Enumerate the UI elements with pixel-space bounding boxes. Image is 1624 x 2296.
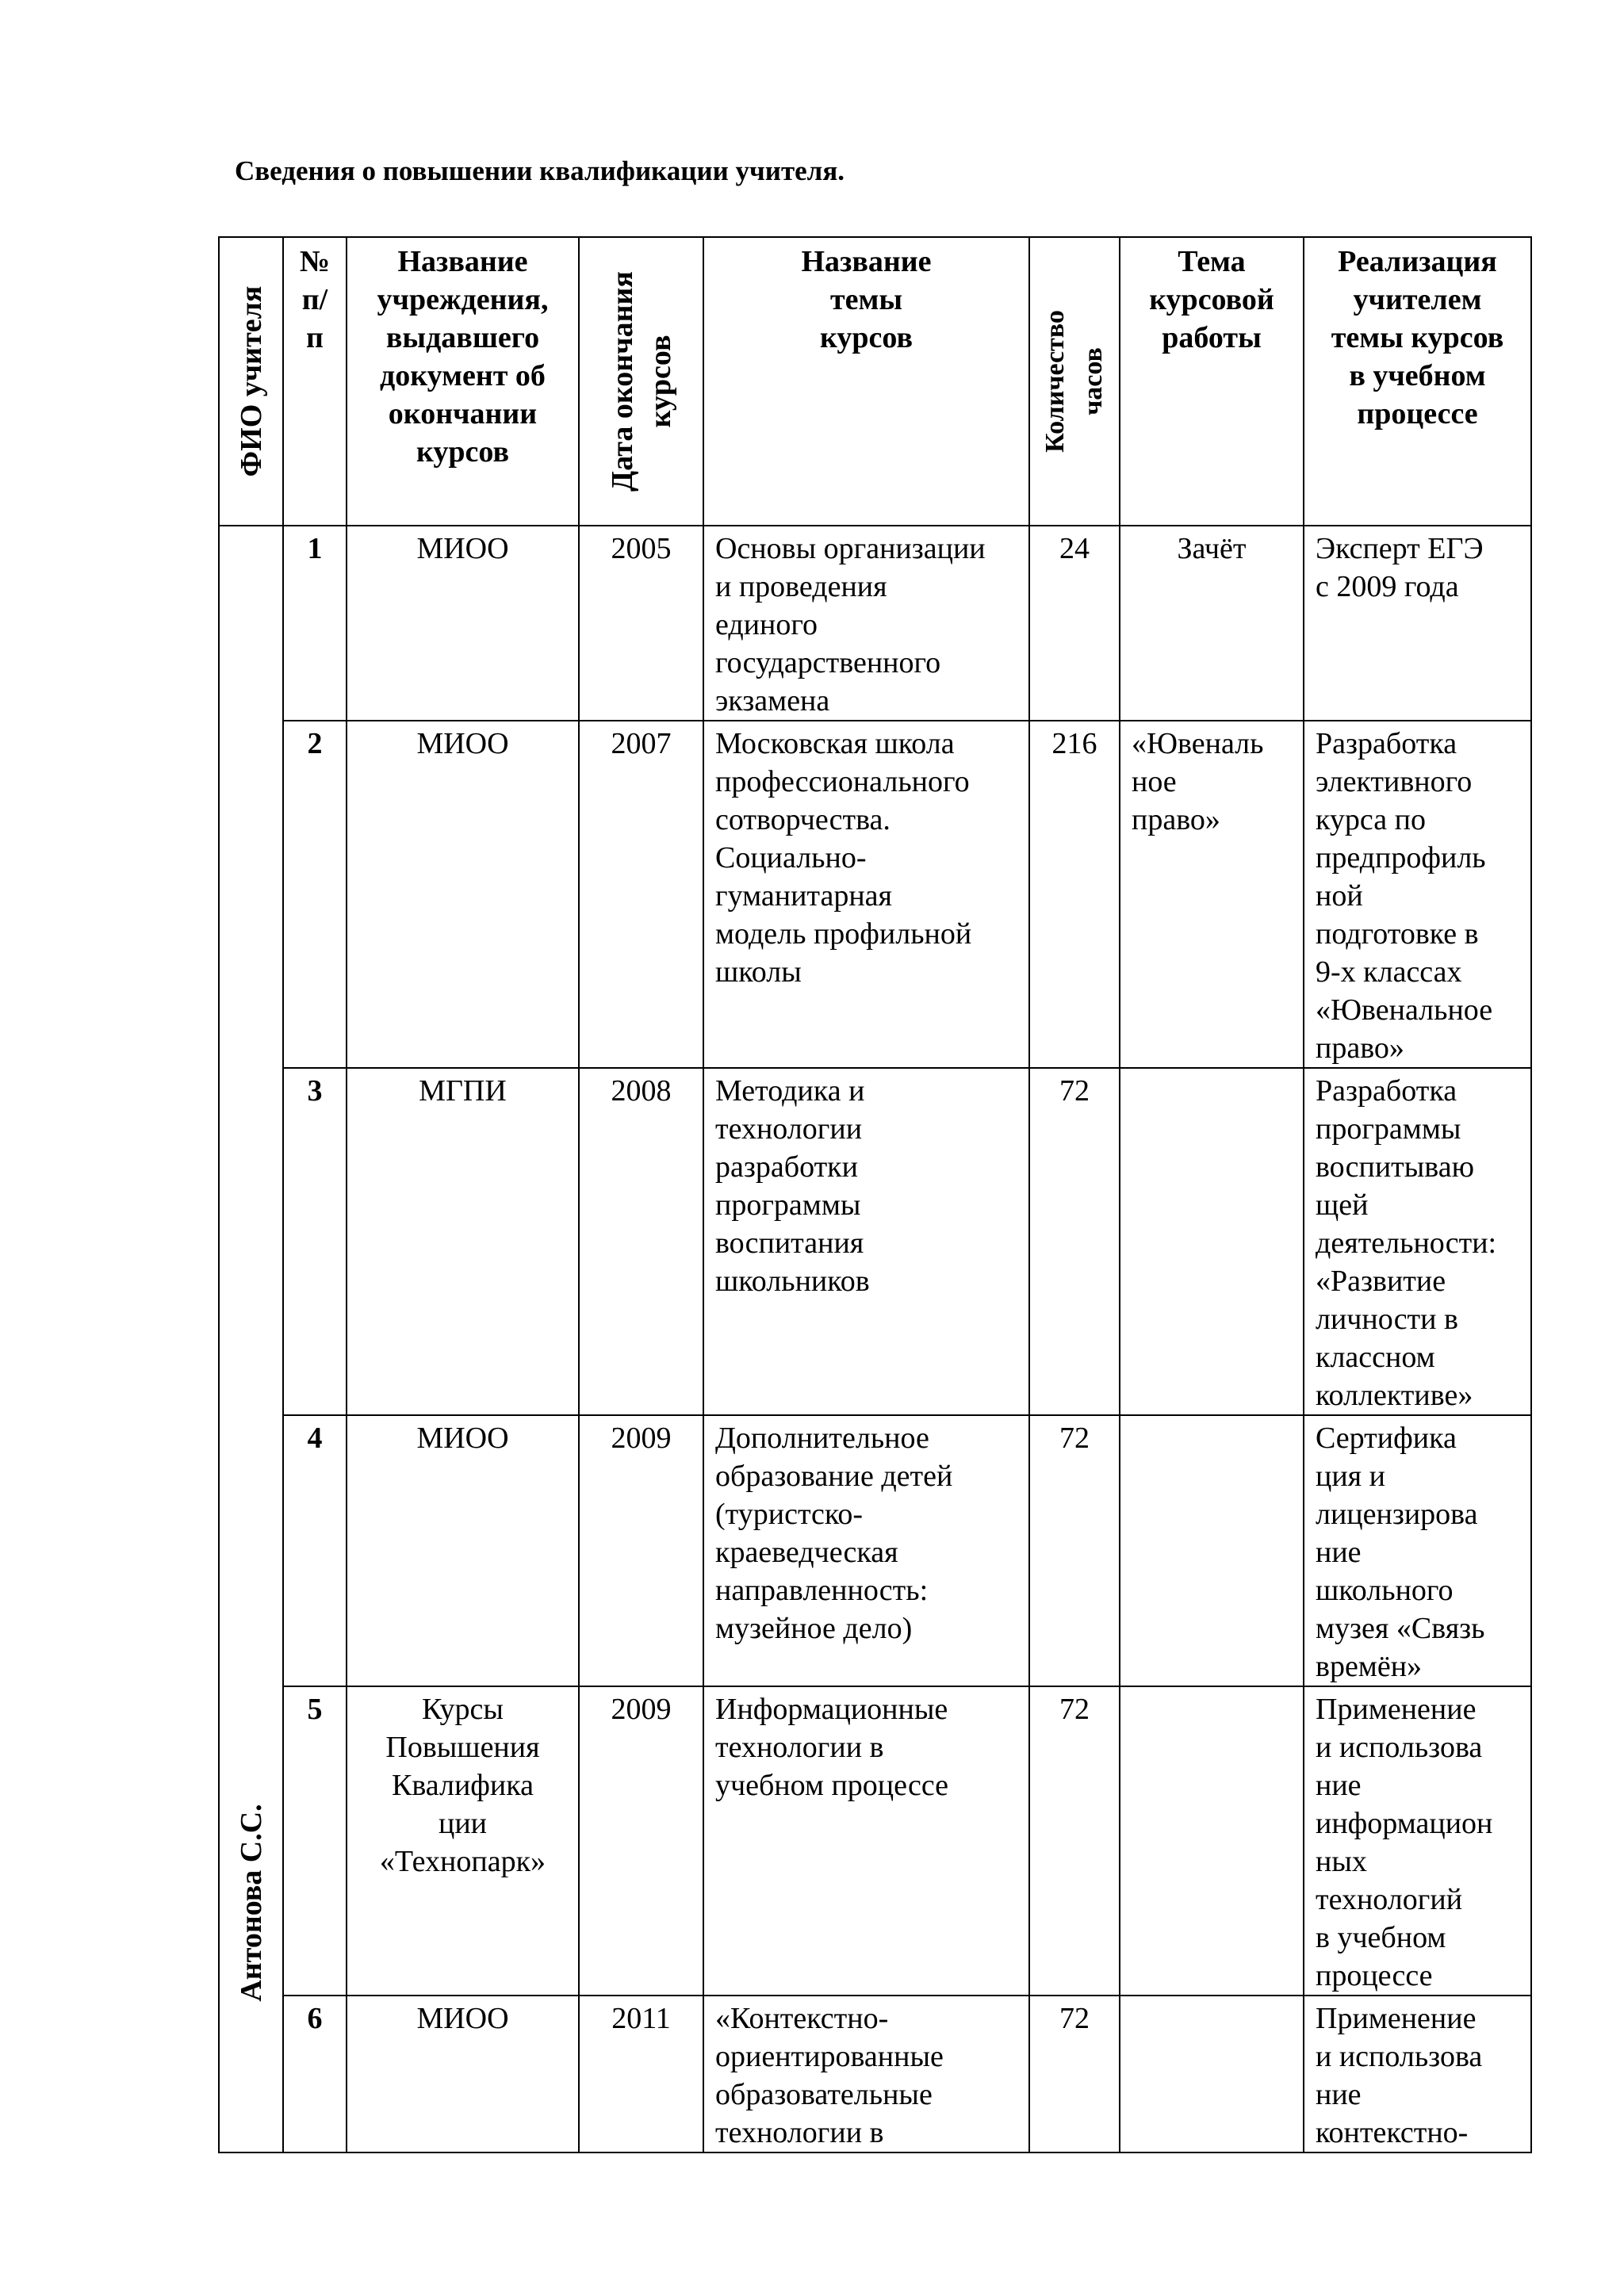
row-coursework	[1120, 1416, 1303, 1419]
row-implementation: Разработка программы воспитываю щей деятельности: «Развитие личности в классном коллективе»	[1316, 1074, 1497, 1412]
row-topic: «Контекстно- ориентированные образовательные технологии в	[715, 2002, 944, 2149]
header-implementation: Реализация учителем темы курсов в учебном процессе	[1304, 237, 1531, 526]
row-date: 2005	[611, 532, 672, 565]
row-hours: 72	[1059, 1074, 1090, 1108]
row-hours: 72	[1059, 1693, 1090, 1726]
teacher-name-cell	[219, 526, 283, 2152]
header-hours: Количество часов	[1029, 237, 1120, 526]
row-num: 2	[307, 727, 323, 760]
row-coursework	[1120, 1069, 1303, 1072]
row-hours: 72	[1059, 2002, 1090, 2035]
row-hours: 72	[1059, 1422, 1090, 1455]
row-implementation: Разработка элективного курса по предпрофиль ной подготовке в 9-х классах «Ювенальное право»	[1316, 727, 1493, 1065]
row-num: 6	[307, 2002, 323, 2035]
row-num: 3	[307, 1074, 323, 1108]
row-topic: Дополнительное образование детей (туристско- краеведческая направленность: музейное дело)	[715, 1422, 953, 1645]
table-row	[219, 1415, 1531, 1686]
row-institution: МИОО	[416, 1422, 509, 1455]
row-coursework	[1120, 1996, 1303, 1999]
row-num: 5	[307, 1693, 323, 1726]
table-row	[219, 1686, 1531, 1996]
row-coursework: Зачёт	[1177, 532, 1247, 565]
row-hours: 216	[1051, 727, 1097, 760]
header-fio: ФИО учителя	[219, 237, 283, 526]
table-row	[219, 526, 1531, 721]
row-implementation: Применение и использова ние контекстно-	[1316, 2002, 1483, 2149]
row-implementation: Сертифика ция и лицензирова ние школьного музея «Связь времён»	[1316, 1422, 1485, 1683]
header-row	[219, 237, 1531, 526]
row-date: 2008	[611, 1074, 672, 1108]
row-date: 2009	[611, 1693, 672, 1726]
table-row	[219, 1068, 1531, 1415]
row-hours: 24	[1059, 532, 1090, 565]
row-topic: Информационные технологии в учебном процессе	[715, 1693, 949, 1802]
header-coursework: Тема курсовой работы	[1120, 237, 1304, 526]
table-row	[219, 1996, 1531, 2152]
row-institution: МИОО	[416, 532, 509, 565]
row-institution: МГПИ	[419, 1074, 507, 1108]
row-implementation: Применение и использова ние информацион ных технологий в учебном процессе	[1316, 1693, 1493, 1992]
teacher-name: Антонова С.С.	[234, 1804, 268, 2002]
row-coursework	[1120, 1687, 1303, 1690]
row-num: 4	[307, 1422, 323, 1455]
row-topic: Основы организации и проведения единого государственного экзамена	[715, 532, 986, 718]
header-num: № п/ п	[283, 237, 347, 526]
row-date: 2011	[611, 2002, 671, 2035]
row-implementation: Эксперт ЕГЭ с 2009 года	[1316, 532, 1484, 603]
row-topic: Методика и технологии разработки программы воспитания школьников	[715, 1074, 870, 1298]
document-title: Сведения о повышении квалификации учителя.	[235, 155, 845, 186]
row-date: 2007	[611, 727, 672, 760]
row-institution: Курсы Повышения Квалифика ции «Технопарк»	[379, 1693, 546, 1878]
table-row	[219, 721, 1531, 1068]
row-topic: Московская школа профессионального сотворчества. Социально- гуманитарная модель профильной школы	[715, 727, 972, 989]
header-date: Дата окончания курсов	[579, 237, 703, 526]
row-num: 1	[307, 532, 323, 565]
header-institution: Название учреждения, выдавшего документ об окончании курсов	[347, 237, 579, 526]
header-topic: Название темы курсов	[703, 237, 1029, 526]
row-institution: МИОО	[416, 2002, 509, 2035]
qualification-table	[218, 236, 1532, 2153]
row-institution: МИОО	[416, 727, 509, 760]
row-date: 2009	[611, 1422, 672, 1455]
row-coursework: «Ювеналь ное право»	[1132, 727, 1264, 836]
